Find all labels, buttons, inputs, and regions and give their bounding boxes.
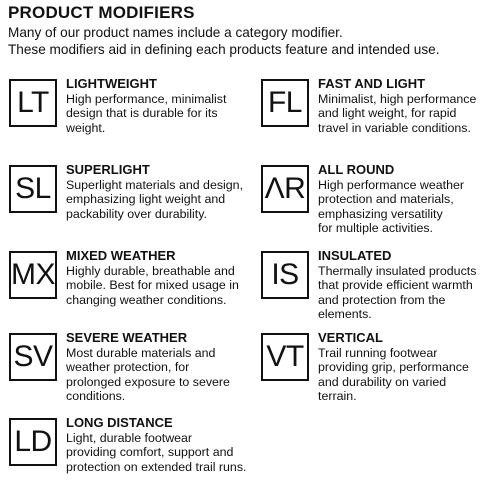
modifier-code-badge: ΛR	[261, 165, 309, 213]
page-title: PRODUCT MODIFIERS	[8, 3, 195, 22]
description-line: protection and materials,	[318, 192, 454, 207]
description-line: that provide efficient warmth	[318, 278, 473, 293]
description-line: conditions.	[66, 388, 126, 403]
modifier-description	[318, 92, 484, 135]
description-line: changing weather conditions.	[66, 292, 227, 307]
description-line: and durability on varied	[318, 374, 447, 389]
modifier-name: MIXED WEATHER	[66, 248, 176, 263]
modifier-description	[318, 346, 484, 403]
description-line: Highly durable, breathable and	[66, 264, 235, 278]
modifier-superlight	[9, 162, 244, 245]
modifier-code-badge: SL	[9, 165, 57, 213]
modifier-name: LONG DISTANCE	[66, 415, 173, 430]
description-line: and protection from the	[318, 292, 446, 307]
description-line: emphasizing light weight and	[66, 192, 226, 207]
modifier-vertical	[261, 330, 484, 413]
modifier-code-badge: IS	[261, 251, 309, 299]
modifier-mixed-weather	[9, 248, 244, 331]
modifier-description	[66, 346, 251, 403]
description-line: Trail running footwear	[318, 346, 438, 360]
description-line: weather protection, for	[66, 360, 190, 375]
description-line: travel in variable conditions.	[318, 120, 471, 135]
modifier-code-badge: FL	[261, 79, 309, 127]
description-line: terrain.	[318, 388, 357, 403]
modifier-name: ALL ROUND	[318, 162, 395, 177]
description-line: providing grip, performance	[318, 360, 469, 375]
description-line: Most durable materials and	[66, 346, 216, 360]
intro-line: These modifiers aid in defining each products feature and intended use.	[8, 42, 440, 57]
description-line: and light weight, for rapid	[318, 106, 457, 121]
modifier-description	[318, 264, 484, 321]
modifier-description	[66, 92, 251, 135]
modifier-fast-and-light	[261, 76, 484, 159]
modifier-name: INSULATED	[318, 248, 392, 263]
modifier-code-badge: SV	[9, 333, 57, 381]
description-line: elements.	[318, 306, 372, 321]
modifier-code-badge: MX	[9, 251, 57, 299]
description-line: Minimalist, high performance	[318, 92, 477, 106]
modifier-code-badge: LT	[9, 79, 57, 127]
modifier-description	[66, 264, 251, 307]
modifier-code-badge: VT	[261, 333, 309, 381]
description-line: High performance, minimalist	[66, 92, 227, 106]
description-line: mobile. Best for mixed usage in	[66, 278, 239, 293]
description-line: emphasizing versatility	[318, 206, 443, 221]
description-line: design that is durable for its	[66, 106, 218, 121]
description-line: protection on extended trail runs.	[66, 459, 247, 474]
description-line: prolonged exposure to severe	[66, 374, 230, 389]
description-line: Superlight materials and design,	[66, 178, 244, 192]
modifier-name: SUPERLIGHT	[66, 162, 150, 177]
description-line: High performance weather	[318, 178, 465, 192]
description-line: Light, durable footwear	[66, 431, 193, 445]
intro-line: Many of our product names include a category modifier.	[8, 25, 343, 40]
modifier-lightweight	[9, 76, 244, 159]
modifier-name: SEVERE WEATHER	[66, 330, 188, 345]
modifier-severe-weather	[9, 330, 244, 413]
modifier-code-badge: LD	[9, 418, 57, 466]
modifier-long-distance	[9, 415, 247, 498]
modifier-description	[66, 431, 251, 474]
modifier-insulated	[261, 248, 484, 331]
description-line: providing comfort, support and	[66, 445, 234, 460]
modifier-description	[318, 178, 484, 235]
description-line: for multiple activities.	[318, 220, 433, 235]
description-line: Thermally insulated products	[318, 264, 477, 278]
description-line: packability over durability.	[66, 206, 207, 221]
modifier-all-round	[261, 162, 484, 245]
description-line: weight.	[66, 120, 106, 135]
modifier-name: FAST AND LIGHT	[318, 76, 426, 91]
modifier-name: LIGHTWEIGHT	[66, 76, 157, 91]
modifier-description	[66, 178, 251, 221]
intro-text	[8, 24, 478, 58]
modifier-name: VERTICAL	[318, 330, 383, 345]
